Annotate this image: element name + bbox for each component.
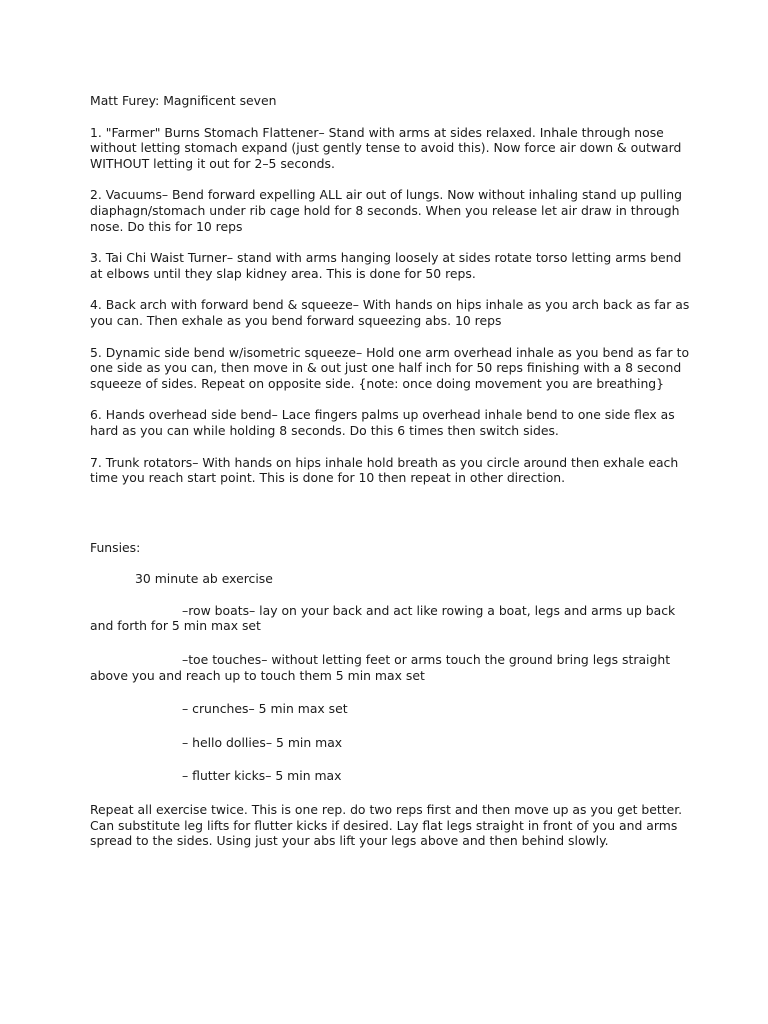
- exercise-5: 5. Dynamic side bend w/isometric squeeze– Hold one arm overhead inhale as you bend as far to one side as you can, then move in & out just one half inch for 50 reps finishing with a 8 second squeeze of sides. Repeat on opposite side. {note: once doing movement you are breathing}: [90, 344, 690, 391]
- ab-item-hello-dollies: – hello dollies– 5 min max: [182, 734, 343, 750]
- exercise-3: 3. Tai Chi Waist Turner– stand with arms hanging loosely at sides rotate torso letting arms bend at elbows until they slap kidney area. This is done for 50 reps.: [90, 250, 682, 281]
- exercise-1: 1. "Farmer" Burns Stomach Flattener– Stand with arms at sides relaxed. Inhale through nose without letting stomach expand (just gently tense to avoid this). Now force air down & outward WITHOUT letting it out for 2–5 seconds.: [90, 124, 682, 171]
- funsies-heading: Funsies:: [90, 539, 141, 555]
- exercise-7: 7. Trunk rotators– With hands on hips inhale hold breath as you circle around then exhale each time you reach start point. This is done for 10 then repeat in other direction.: [90, 454, 679, 486]
- document-page: [90, 93, 690, 849]
- exercise-6: 6. Hands overhead side bend– Lace fingers palms up overhead inhale bend to one side flex as hard as you can while holding 8 seconds. Do this 6 times then switch sides.: [90, 407, 675, 438]
- ab-item-crunches: – crunches– 5 min max set: [182, 701, 348, 717]
- exercise-4: 4. Back arch with forward bend & squeeze– With hands on hips inhale as you arch back as far as you can. Then exhale as you bend forward squeezing abs. 10 reps: [90, 297, 690, 328]
- ab-item-row-boats: –row boats– lay on your back and act like rowing a boat, legs and arms up back and forth for 5 min max set: [90, 602, 676, 634]
- document-title: Matt Furey: Magnificent seven: [90, 93, 277, 108]
- ab-item-toe-touches: –toe touches– without letting feet or arms touch the ground bring legs straight above you and reach up to touch them 5 min max set: [90, 652, 671, 683]
- ab-exercise-heading: 30 minute ab exercise: [135, 571, 273, 587]
- ab-item-flutter-kicks: – flutter kicks– 5 min max: [182, 768, 342, 784]
- closing-paragraph: Repeat all exercise twice. This is one rep. do two reps first and then move up as you get better. Can substitute leg lifts for flutter kicks if desired. Lay flat legs straight in front of you and arms spread to the sides. Using just your abs lift your legs above and then behind slowly.: [90, 802, 683, 849]
- exercise-2: 2. Vacuums– Bend forward expelling ALL air out of lungs. Now without inhaling stand up pulling diaphagn/stomach under rib cage hold for 8 seconds. When you release let air draw in through nose. Do this for 10 reps: [90, 187, 682, 234]
- spacer: [90, 502, 690, 540]
